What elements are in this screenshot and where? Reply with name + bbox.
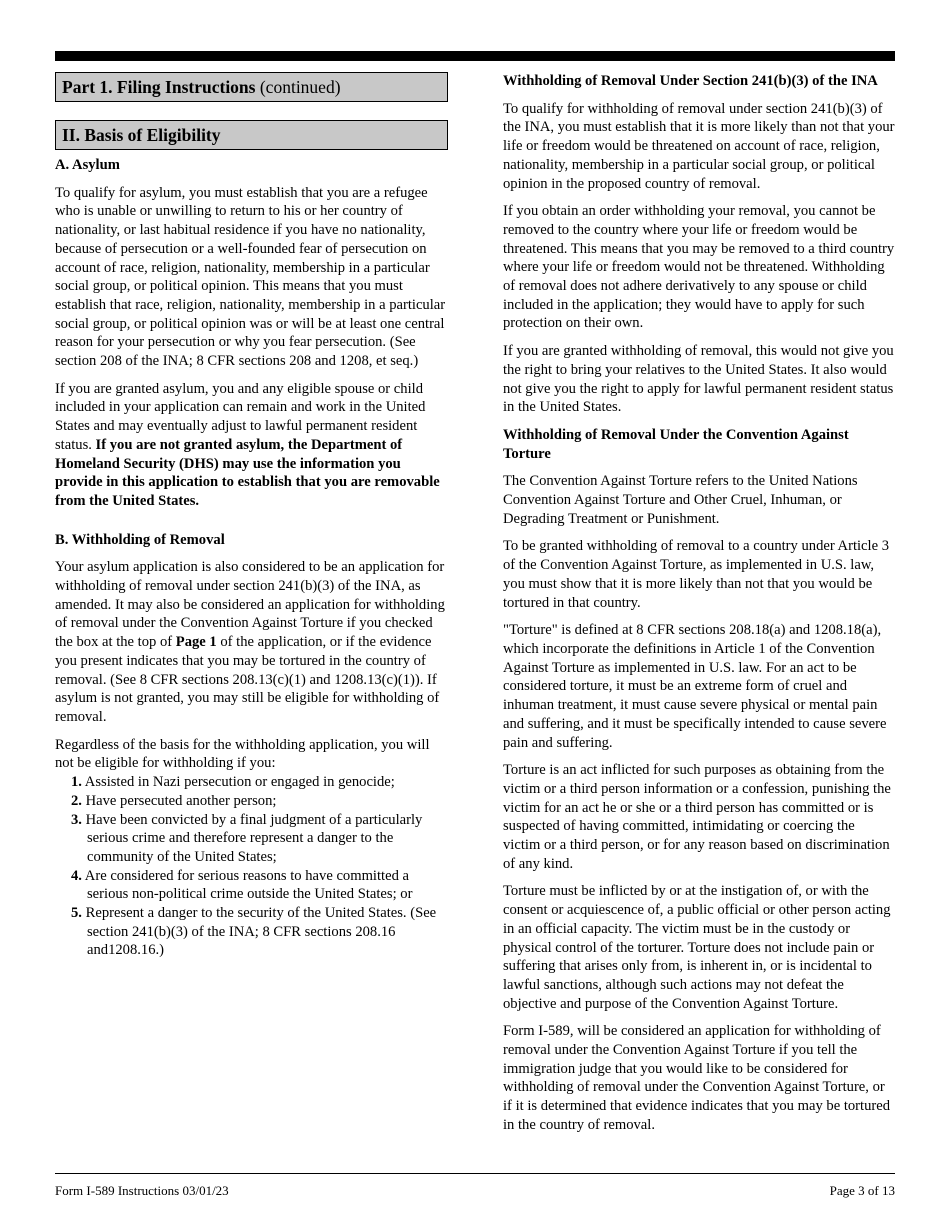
withholding-241-heading: Withholding of Removal Under Section 241(b)(3) of the INA: [503, 73, 878, 89]
page-1-reference: Page 1: [175, 634, 217, 651]
list-item: 3. Have been convicted by a final judgment of a particularly serious crime and therefore represent a danger to the community of the United States;: [71, 811, 423, 865]
footer-rule: [55, 1173, 895, 1174]
left-column: [55, 72, 448, 960]
torture-definition-paragraph: "Torture" is defined at 8 CFR sections 208.18(a) and 1208.18(a), which incorporate the definitions in Article 1 of the Convention Against Torture as implemented in U.S. law. For an act to be considered torture, it must be an extreme form of cruel and inhuman treatment, it must cause severe physical or mental pain and suffering, and it must be specifically intended to cause severe pain and suffering.: [503, 622, 887, 751]
withholding-heading: B. Withholding of Removal: [55, 531, 225, 548]
asylum-paragraph-2: [55, 380, 448, 511]
form-i589-paragraph: Form I-589, will be considered an application for withholding of removal under the Convention Against Torture if you tell the immigration judge that you would like to be considered for withholding of removal under the Convention Against Torture, or if it is determined that evidence indicates that you may be tortured in the country of removal.: [503, 1023, 891, 1133]
withholding-241-paragraph-3: If you are granted withholding of removal, this would not give you the right to bring your relatives to the United States. It also would not give you the right to apply for lawful permanent resident status in the United States.: [503, 343, 894, 416]
right-column: [503, 72, 895, 1135]
withholding-paragraph-1: [55, 558, 448, 726]
withholding-241-paragraph-1: To qualify for withholding of removal under section 241(b)(3) of the INA, you must establish that it is more likely than not that your life or freedom would be threatened on account of race, religion, nationality, membership in a particular social group, or political opinion in the proposed country of removal.: [503, 100, 895, 192]
withholding-paragraph-2: Regardless of the basis for the withholding application, you will not be eligible for withholding if you:: [55, 736, 430, 772]
list-item: 1. Assisted in Nazi persecution or engaged in genocide;: [71, 774, 395, 791]
asylum-heading: A. Asylum: [55, 157, 120, 173]
torture-purpose-paragraph: Torture is an act inflicted for such purposes as obtaining from the victim or a third person information or a confession, punishing the victim for an act he or she or a third person has committed or is suspected of having committed, intimidating or coercing the victim or a third person, or for any reason based on discrimination of any kind.: [503, 762, 891, 872]
section-heading: II. Basis of Eligibility: [55, 120, 448, 150]
list-item: 2. Have persecuted another person;: [71, 792, 277, 809]
list-item: 4. Are considered for serious reasons to have committed a serious non-political crime outside the United States; or: [71, 867, 413, 903]
ineligibility-list: [55, 773, 448, 960]
withholding-paragraph-1-text-cont: of the application, or if the evidence you present indicates that you may be tortured in the country of removal. (See 8 CFR sections 208.13(c)(1) and 1208.13(c)(1)). If asylum is not granted, you may still be eligible for withholding of removal.: [55, 634, 440, 725]
cat-heading: Withholding of Removal Under the Convention Against Torture: [503, 426, 849, 462]
top-rule: [55, 51, 895, 61]
withholding-paragraph-1-text: Your asylum application is also considered to be an application for withholding of removal under section 241(b)(3) of the INA, as amended. It may also be considered an application for withholding of removal under the Convention Against Torture if you checked the box at the top of: [55, 559, 445, 651]
part-heading-bold: Part 1. Filing Instructions: [62, 77, 256, 97]
footer-page-number: Page 3 of 13: [829, 1183, 895, 1198]
list-item: 5. Represent a danger to the security of the United States. (See section 241(b)(3) of the INA; 8 CFR sections 208.16 and1208.16.): [71, 905, 437, 959]
cat-paragraph-2: To be granted withholding of removal to a country under Article 3 of the Convention Against Torture, as implemented in U.S. law, you must show that it is more likely than not that you would be tortured in that country.: [503, 538, 890, 611]
withholding-241-paragraph-2: If you obtain an order withholding your removal, you cannot be removed to the country where your life or freedom would be threatened. This means that you may be removed to a third country where your life or freedom would not be threatened. Withholding of removal does not adhere derivatively to any spouse or child included in the application; they would have to apply for such protection on their own.: [503, 203, 895, 332]
torture-official-paragraph: Torture must be inflicted by or at the instigation of, or with the consent or acquiescence of, a public official or other person acting in an official capacity. The victim must be in the custody or physical control of the torturer. Torture does not include pain or suffering that arises only from, is inherent in, or is incidental to lawful sanctions, although such actions may not defeat the objective and purpose of the Convention Against Torture.: [503, 883, 891, 1012]
cat-paragraph-1: The Convention Against Torture refers to the United Nations Convention Against Torture and Other Cruel, Inhuman, or Degrading Treatment or Punishment.: [503, 473, 858, 527]
asylum-paragraph-1: To qualify for asylum, you must establish that you are a refugee who is unable or unwilling to return to his or her country of nationality, or last habitual residence if you have no nationality, because of persecution or a well-founded fear of persecution on account of race, religion, nationality, membership in a particular social group, or political opinion. This means that you must establish that race, religion, nationality, membership in a particular social group, or political opinion was or will be at least one central reason for your persecution or why you fear persecution. (See section 208 of the INA; 8 CFR sections 208 and 1208, et seq.): [55, 184, 446, 370]
footer-form-id: Form I-589 Instructions 03/01/23: [55, 1183, 229, 1198]
asylum-paragraph-2-text: If you are granted asylum, you and any eligible spouse or child included in your application can remain and work in the United States and may eventually adjust to lawful permanent resident status.: [55, 380, 426, 453]
part-heading: [55, 72, 448, 102]
part-heading-continued: (continued): [255, 77, 341, 97]
asylum-paragraph-2-bold: If you are not granted asylum, the Department of Homeland Security (DHS) may use the information you provide in this application to establish that you are removable from the United States.: [55, 436, 440, 509]
